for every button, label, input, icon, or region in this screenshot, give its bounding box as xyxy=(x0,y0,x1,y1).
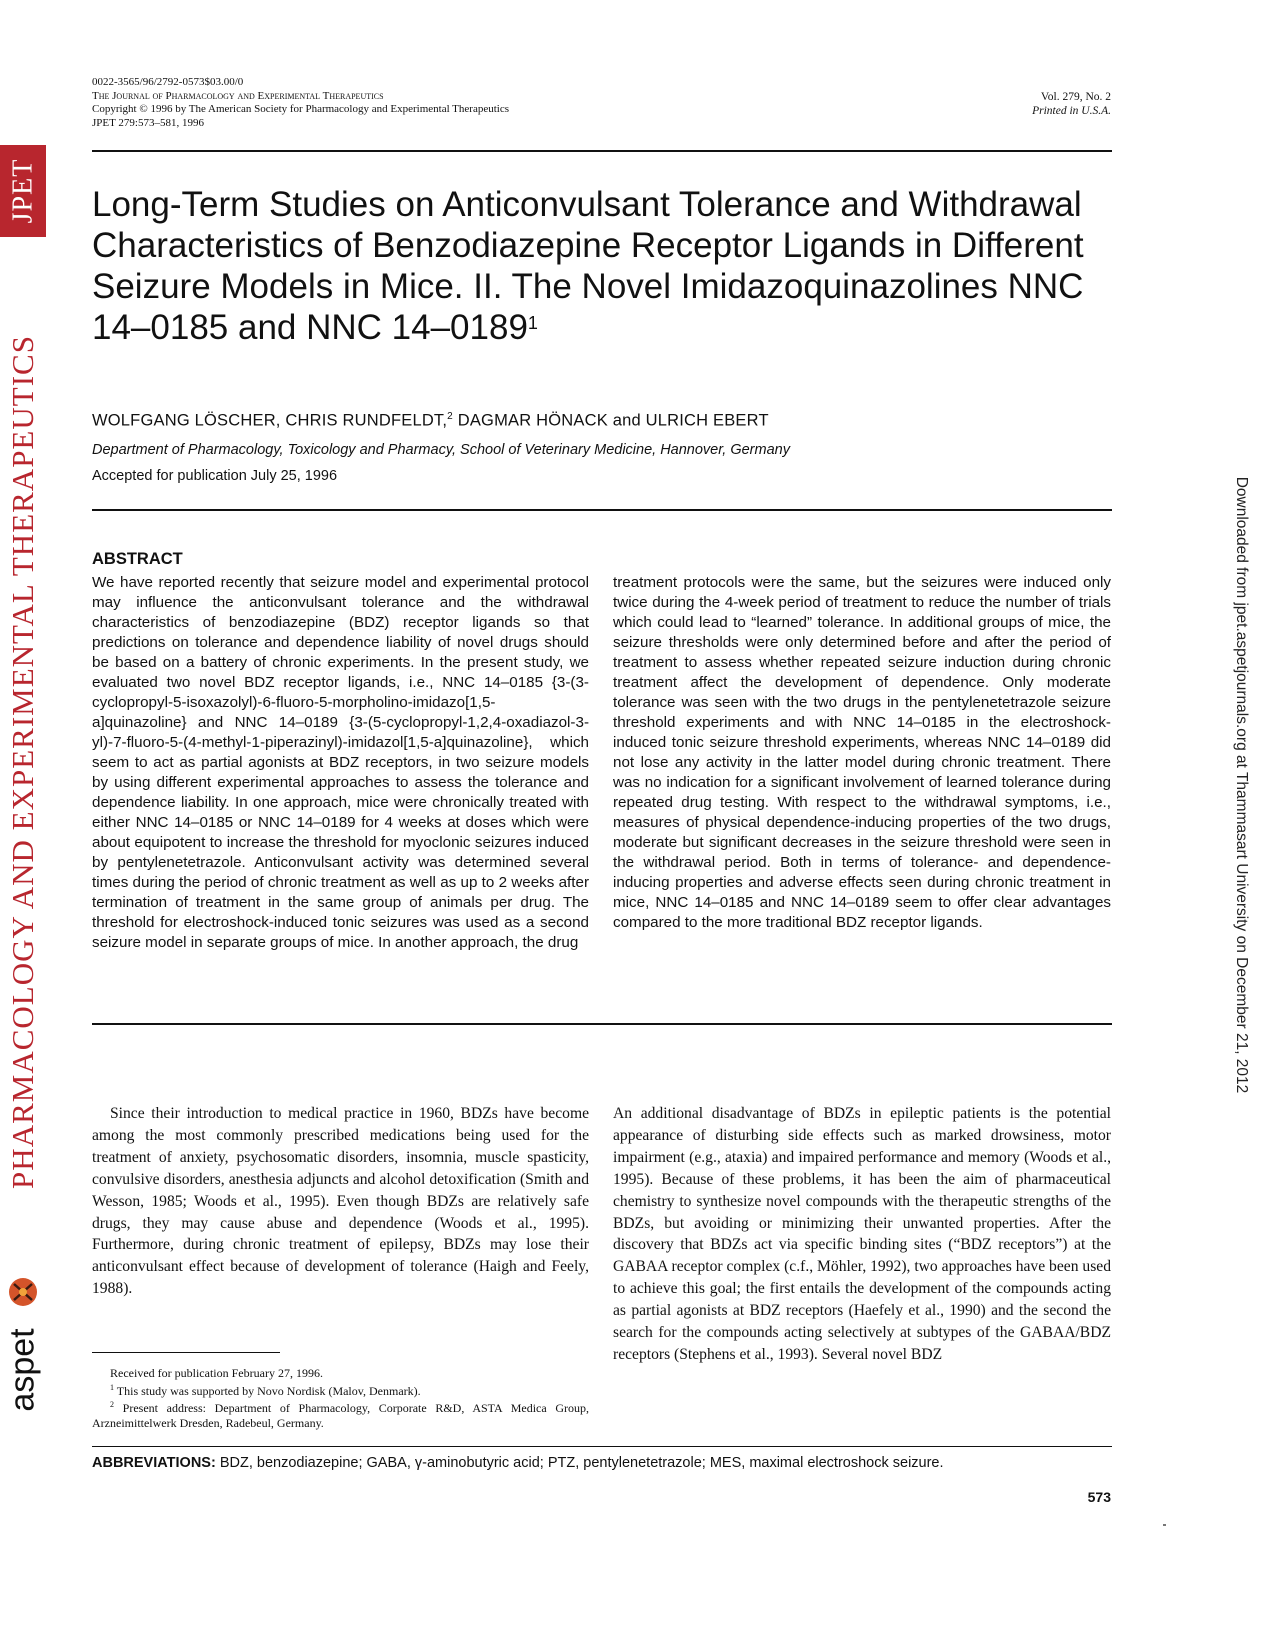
accepted-date: Accepted for publication July 25, 1996 xyxy=(92,468,338,484)
abstract-bottom-rule xyxy=(92,1023,1112,1025)
authors-part-b: DAGMAR HÖNACK and ULRICH EBERT xyxy=(452,411,769,430)
footnote-2-mark: 2 xyxy=(110,1400,114,1409)
journal-short-name-box xyxy=(0,145,46,237)
volume-line: Vol. 279, No. 2 xyxy=(1040,91,1111,103)
journal-line: The Journal of Pharmacology and Experimental Therapeutics xyxy=(92,89,384,102)
abbreviations-rule xyxy=(92,1446,1112,1447)
affiliation: Department of Pharmacology, Toxicology and Pharmacy, School of Veterinary Medicine, Hannover, Germany xyxy=(92,442,790,458)
header-rule xyxy=(92,150,1112,152)
printed-line: Printed in U.S.A. xyxy=(1032,105,1111,117)
article-title-text: Long-Term Studies on Anticonvulsant Tolerance and Withdrawal Characteristics of Benzodiazepine Receptor Ligands in Different Seizure Models in Mice. II. The Novel Imidazoquinazolines NNC 14–0185 and NNC 14–0189 xyxy=(92,185,1084,347)
author-list xyxy=(92,411,769,431)
footnotes xyxy=(92,1366,589,1430)
footnote-2-text: Present address: Department of Pharmacology, Corporate R&D, ASTA Medica Group, Arzneimittelwerk Dresden, Radebeul, Germany. xyxy=(92,1401,589,1430)
journal-name: PHARMACOLOGY AND EXPERIMENTAL THERAPEUTICS xyxy=(5,335,40,1189)
publisher-logo-text: aspet xyxy=(3,1328,42,1412)
article-title xyxy=(92,184,1102,348)
abbreviations-label: ABBREVIATIONS: xyxy=(92,1455,216,1471)
abbreviations xyxy=(92,1455,944,1471)
authors-part-a: WOLFGANG LÖSCHER, CHRIS RUNDFELDT, xyxy=(92,411,448,430)
issue-info xyxy=(1032,90,1111,118)
abstract-heading: ABSTRACT xyxy=(92,550,183,568)
journal-header xyxy=(92,76,509,130)
footnote-2 xyxy=(92,1398,589,1430)
aspet-logo xyxy=(0,1275,46,1435)
download-note xyxy=(1228,465,1254,1105)
footnote-rule xyxy=(92,1352,280,1353)
abstract-right-column: treatment protocols were the same, but the seizures were induced only twice during the 4-week period of treatment to reduce the number of trials which could lead to “learned” tolerance. In additional groups of mice, the seizure thresholds were only determined before and after the period of treatment to assess whether repeated seizure induction during chronic treatment affect the development of dependence. Only moderate tolerance was seen with the two drugs in the pentylenetetrazole seizure threshold experiments and with NNC 14–0185 in the electroshock-induced tonic seizure threshold experiments, whereas NNC 14–0189 did not lose any activity in the latter model during chronic treatment. There was no indication for a significant involvement of learned tolerance during repeated drug testing. With respect to the withdrawal symptoms, i.e., measures of physical dependence-inducing properties of the two drugs, moderate but significant decreases in the seizure threshold were seen in the withdrawal period. Both in terms of tolerance- and dependence-inducing properties and adverse effects seen during chronic treatment in mice, NNC 14–0185 and NNC 14–0189 seem to offer clear advantages compared to the more traditional BDZ receptor ligands. xyxy=(613,574,1111,931)
footnote-1 xyxy=(92,1381,589,1399)
journal-short-name: JPET xyxy=(7,158,38,224)
copyright-line: Copyright © 1996 by The American Society for Pharmacology and Experimental Therapeutics xyxy=(92,103,509,115)
journal-banner xyxy=(0,145,46,1435)
page-number: 573 xyxy=(1087,1489,1111,1505)
abbreviations-text: BDZ, benzodiazepine; GABA, γ-aminobutyric acid; PTZ, pentylenetetrazole; MES, maximal electroshock seizure. xyxy=(215,1455,944,1471)
abstract-top-rule xyxy=(92,509,1112,511)
journal-name-vertical xyxy=(0,257,46,1267)
footnote-1-mark: 1 xyxy=(110,1382,114,1392)
received-note: Received for publication February 27, 1996. xyxy=(110,1366,323,1380)
citation-line: JPET 279:573–581, 1996 xyxy=(92,116,204,129)
body-left-column: Since their introduction to medical practice in 1960, BDZs have become among the most commonly prescribed medications being used for the treatment of anxiety, psychosomatic disorders, insomnia, muscle spasticity, convulsive disorders, anesthesia adjuncts and alcohol detoxification (Smith and Wesson, 1985; Woods et al., 1995). Even though BDZs are relatively safe drugs, they may cause abuse and dependence (Woods et al., 1995). Furthermore, during chronic treatment of epilepsy, BDZs may lose their anticonvulsant effect because of development of tolerance (Haigh and Feely, 1988). xyxy=(92,1105,589,1298)
aspet-flower-icon xyxy=(6,1275,40,1309)
download-note-text: Downloaded from jpet.aspetjournals.org at Thammasart University on December 21, 2012 xyxy=(1233,476,1250,1094)
footnote-1-text: This study was supported by Novo Nordisk (Malov, Denmark). xyxy=(114,1383,421,1398)
author-footnote-mark[interactable]: 2 xyxy=(447,411,453,422)
body-right-column: An additional disadvantage of BDZs in epileptic patients is the potential appearance of disturbing side effects such as marked drowsiness, motor impairment (e.g., ataxia) and impaired performance and memory (Woods et al., 1995). Because of these problems, it has been the aim of pharmaceutical chemistry to synthesize novel compounds with the therapeutic strengths of the BDZs, but avoiding or minimizing their unwanted properties. After the discovery that BDZs act via specific binding sites (“BDZ receptors”) at the GABAA receptor complex (c.f., Möhler, 1992), two approaches have been used to achieve this goal; the first entails the development of the compounds acting as partial agonists at BDZ receptors (Haefely et al., 1990) and the second the search for the compounds acting selectively at subtypes of the GABAA/BDZ receptors (Stephens et al., 1993). Several novel BDZ xyxy=(613,1105,1111,1363)
scan-mark xyxy=(1163,1524,1166,1526)
abstract-left-column: We have reported recently that seizure model and experimental protocol may influence the anticonvulsant tolerance and the withdrawal characteristics of benzodiazepine (BDZ) receptor ligands so that predictions on tolerance and dependence liability of novel drugs should be based on a battery of chronic experiments. In the present study, we evaluated two novel BDZ receptor ligands, i.e., NNC 14–0185 {3-(3-cyclopropyl-5-isoxazolyl)-6-fluoro-5-morpholino-imidazo[1,5-a]quinazoline} and NNC 14–0189 {3-(5-cyclopropyl-1,2,4-oxadiazol-3-yl)-7-fluoro-5-(4-methyl-1-piperazinyl)-imidazol[1,5-a]quinazoline}, which seem to act as partial agonists at BDZ receptors, in two seizure models by using different experimental approaches to assess the tolerance and dependence liability. In one approach, mice were chronically treated with either NNC 14–0185 or NNC 14–0189 for 4 weeks at doses which were about equipotent to increase the threshold for myoclonic seizures induced by pentylenetetrazole. Anticonvulsant activity was determined several times during the period of chronic treatment as well as up to 2 weeks after termination of treatment in the same group of animals per drug. The threshold for electroshock-induced tonic seizures was used as a second seizure model in separate groups of mice. In another approach, the drug xyxy=(92,574,589,951)
issn-line: 0022-3565/96/2792-0573$03.00/0 xyxy=(92,76,244,88)
title-footnote-mark[interactable]: 1 xyxy=(527,313,538,333)
